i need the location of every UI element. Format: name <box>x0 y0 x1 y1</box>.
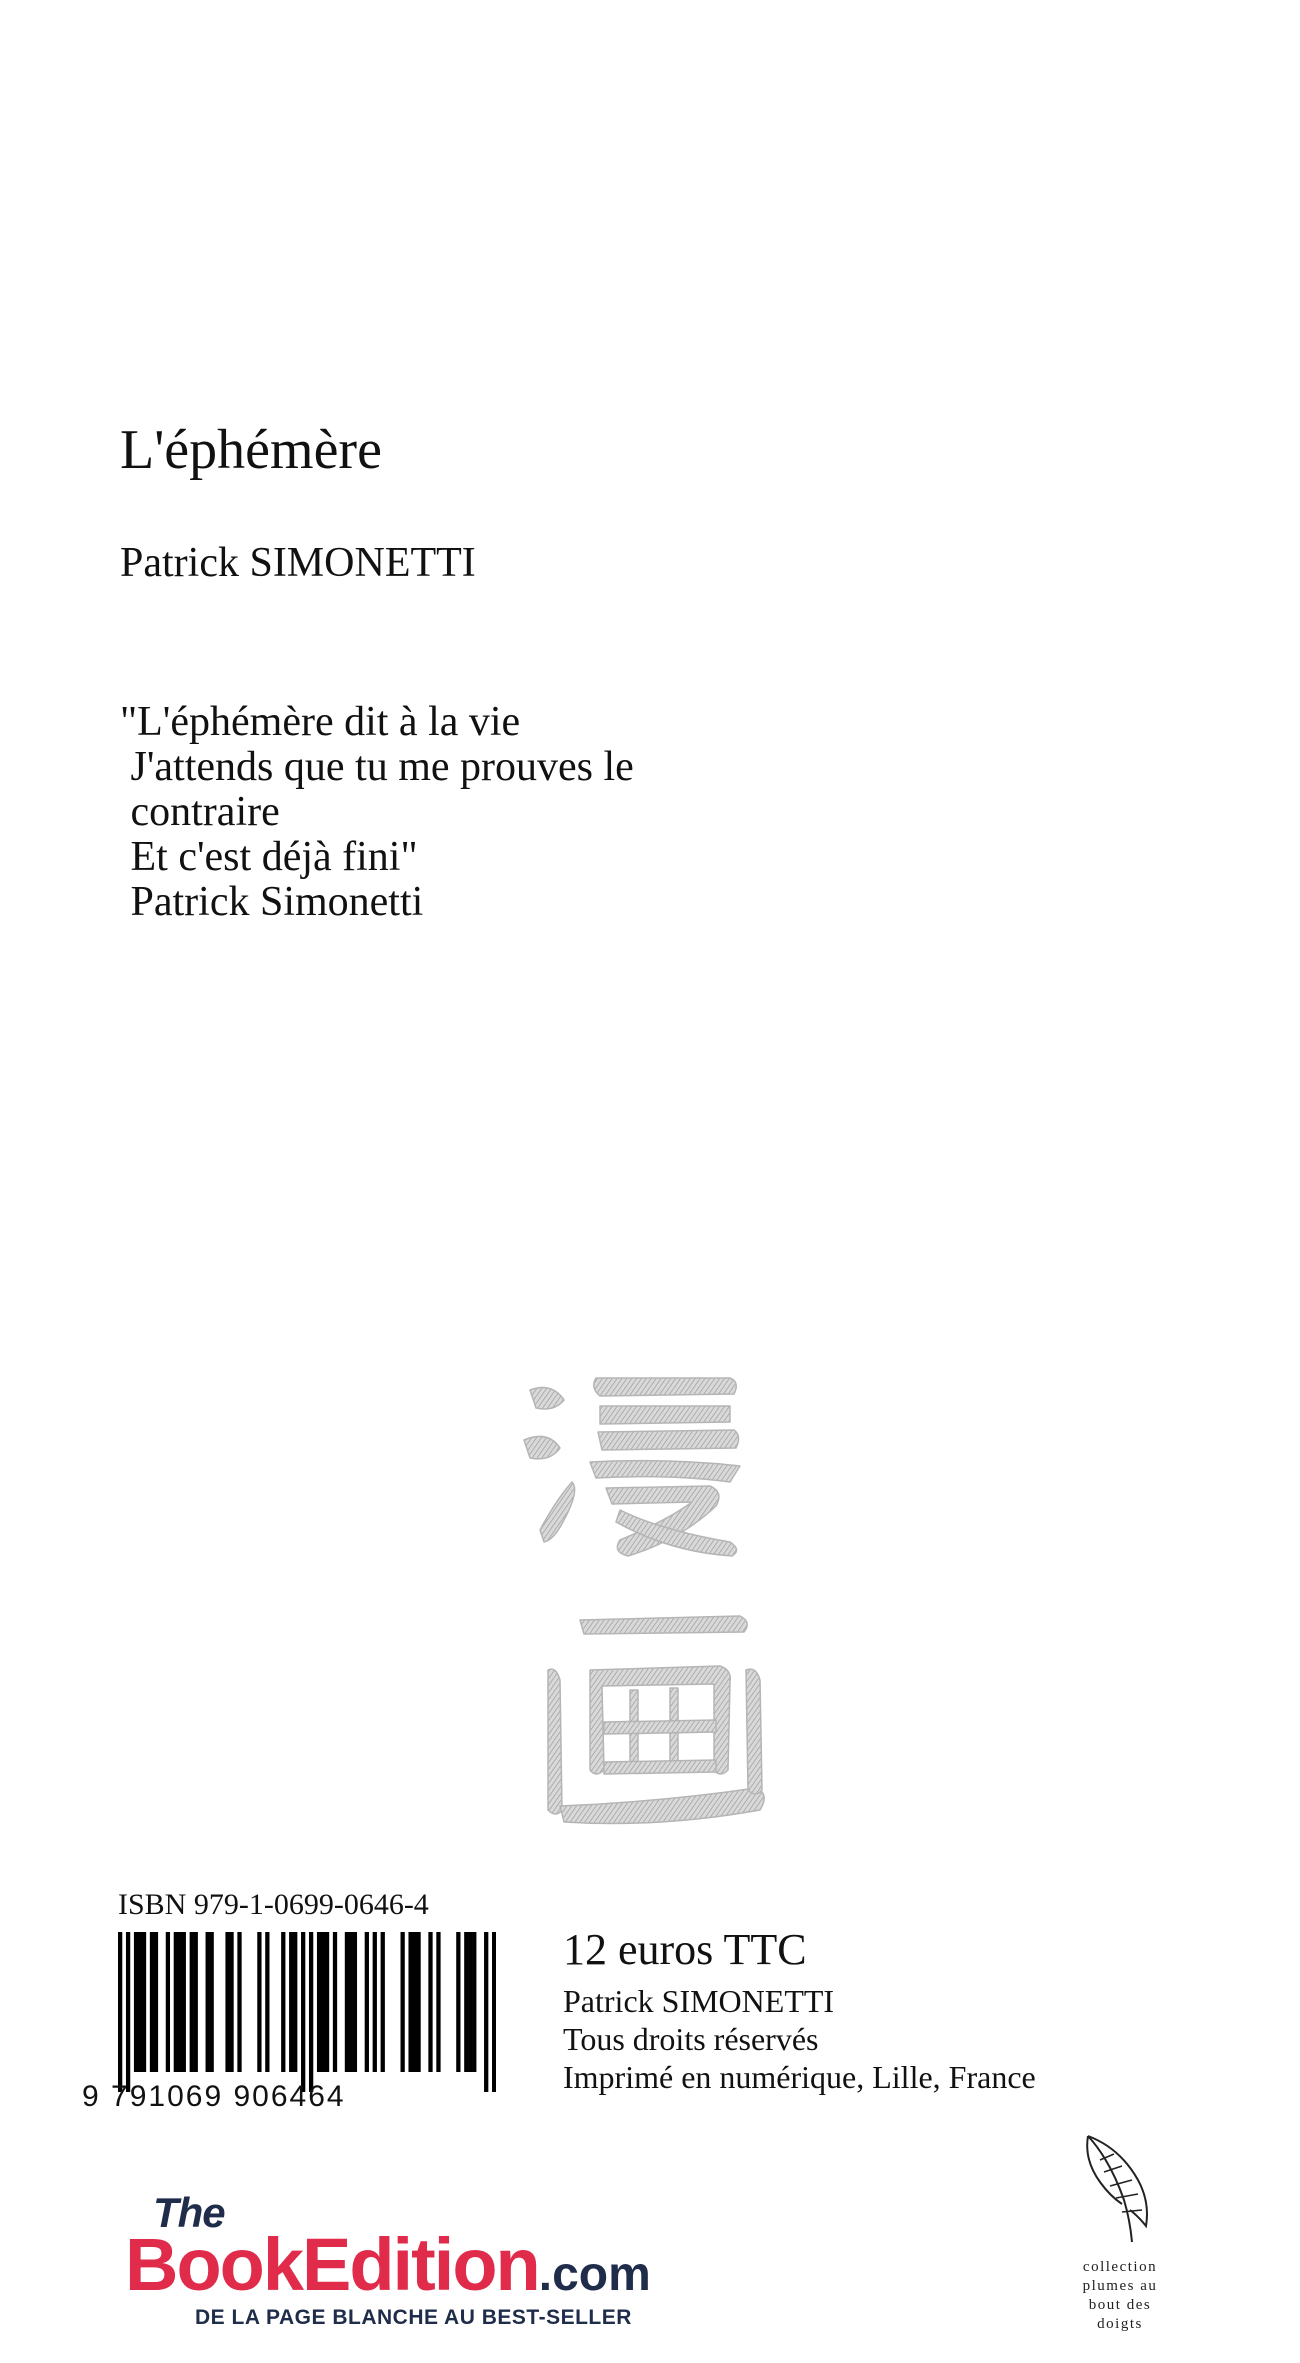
barcode-bar <box>416 1932 420 2072</box>
barcode-bar <box>428 1932 432 2072</box>
barcode-bar <box>408 1932 412 2072</box>
barcode-bar <box>333 1932 337 2072</box>
quote-line: contraire <box>120 789 280 835</box>
barcode-digits: 9 791069 906464 <box>82 2080 346 2113</box>
quote-line: "L'éphémère dit à la vie <box>120 699 521 745</box>
barcode-bar <box>456 1932 460 2072</box>
barcode-bar <box>150 1932 154 2072</box>
barcode-bar <box>321 1932 325 2072</box>
barcode-bar <box>325 1932 329 2072</box>
logo-brand: BookEdition <box>125 2223 539 2306</box>
collection-label <box>1060 2258 1180 2334</box>
barcode-bar <box>237 1932 241 2072</box>
barcode-bar <box>373 1932 377 2072</box>
barcode-bar <box>309 1932 313 2092</box>
barcode-bar <box>166 1932 170 2072</box>
logo-wordmark <box>125 2223 725 2306</box>
price: 12 euros TTC <box>563 1925 807 1974</box>
barcode-bar <box>381 1932 385 2072</box>
barcode-bar <box>225 1932 229 2072</box>
kanji-illustration <box>520 1370 780 1850</box>
barcode-bar <box>126 1932 130 2092</box>
barcode-bar <box>142 1932 146 2072</box>
barcode-bar <box>472 1932 476 2072</box>
quote-line: J'attends que tu me prouves le <box>120 744 634 790</box>
barcode-bar <box>210 1932 214 2072</box>
barcode-bar <box>134 1932 138 2072</box>
barcode-bar <box>138 1932 142 2072</box>
barcode-bar <box>178 1932 182 2072</box>
barcode-bar <box>206 1932 210 2072</box>
barcode-bar <box>182 1932 186 2072</box>
barcode-bar <box>349 1932 353 2072</box>
quote-line: Et c'est déjà fini" <box>120 834 418 880</box>
barcode-bar <box>118 1932 122 2092</box>
barcode <box>118 1932 496 2092</box>
barcode-bar <box>265 1932 269 2072</box>
publisher-logo <box>125 2189 725 2330</box>
book-author: Patrick SIMONETTI <box>120 540 476 586</box>
barcode-bar <box>436 1932 440 2072</box>
barcode-bar <box>468 1932 472 2072</box>
barcode-bar <box>345 1932 349 2072</box>
logo-the: The <box>153 2189 225 2236</box>
barcode-bar <box>190 1932 194 2072</box>
barcode-bar <box>229 1932 233 2072</box>
barcode-bar <box>289 1932 293 2072</box>
collection-line: plumes au <box>1082 2278 1158 2294</box>
barcode-bar <box>464 1932 468 2072</box>
feather-icon <box>1080 2130 1160 2250</box>
barcode-bar <box>194 1932 198 2072</box>
collection-line: collection <box>1082 2259 1158 2275</box>
barcode-bar <box>174 1932 178 2072</box>
barcode-bar <box>317 1932 321 2072</box>
barcode-bar <box>293 1932 297 2072</box>
barcode-bar <box>301 1932 305 2092</box>
collection-line: doigts <box>1097 2316 1143 2332</box>
colophon-info <box>563 1982 1036 2096</box>
barcode-bar <box>484 1932 488 2092</box>
barcode-bar <box>365 1932 369 2072</box>
quote-block <box>120 700 634 925</box>
barcode-bar <box>412 1932 416 2072</box>
barcode-bar <box>492 1932 496 2092</box>
book-title: L'éphémère <box>120 419 382 481</box>
colophon-rights: Tous droits réservés <box>563 2021 819 2057</box>
logo-domain: .com <box>538 2248 651 2301</box>
quote-line: Patrick Simonetti <box>120 879 424 925</box>
colophon-printing: Imprimé en numérique, Lille, France <box>563 2059 1036 2095</box>
barcode-bar <box>401 1932 405 2072</box>
barcode-bar <box>154 1932 158 2072</box>
colophon-author: Patrick SIMONETTI <box>563 1983 835 2019</box>
logo-tagline: DE LA PAGE BLANCHE AU BEST-SELLER <box>195 2306 632 2329</box>
barcode-bar <box>257 1932 261 2072</box>
isbn-label: ISBN 979-1-0699-0646-4 <box>118 1888 429 1921</box>
barcode-bar <box>281 1932 285 2072</box>
collection-line: bout des <box>1088 2297 1152 2313</box>
barcode-bar <box>353 1932 357 2072</box>
